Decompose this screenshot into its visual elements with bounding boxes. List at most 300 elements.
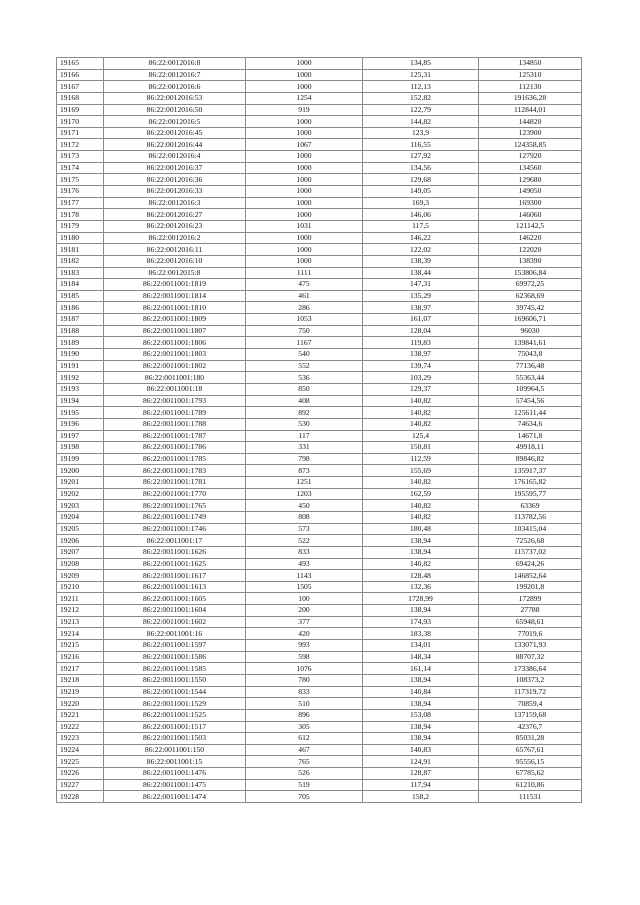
- cadastral-value-cell: 27788: [479, 605, 582, 617]
- unit-value-cell: 152,82: [363, 92, 479, 104]
- cadastral-number-cell: 86:22:0012016:7: [104, 69, 246, 81]
- cadastral-number-cell: 86:22:0011001:1814: [104, 290, 246, 302]
- row-number-cell: 19170: [57, 116, 104, 128]
- table-row: [57, 92, 582, 104]
- unit-value-cell: 138,94: [363, 546, 479, 558]
- unit-value-cell: 128,04: [363, 325, 479, 337]
- unit-value-cell: 117,5: [363, 220, 479, 232]
- area-cell: 493: [246, 558, 363, 570]
- cadastral-number-cell: 86:22:0012016:11: [104, 244, 246, 256]
- table-row: [57, 721, 582, 733]
- cadastral-value-cell: 146060: [479, 209, 582, 221]
- cadastral-number-cell: 86:22:0011001:1597: [104, 640, 246, 652]
- table-row: [57, 500, 582, 512]
- row-number-cell: 19196: [57, 418, 104, 430]
- cadastral-number-cell: 86:22:0012016:10: [104, 255, 246, 267]
- cadastral-number-cell: 86:22:0011001:1809: [104, 314, 246, 326]
- unit-value-cell: 149,05: [363, 186, 479, 198]
- cadastral-number-cell: 86:22:0011001:1770: [104, 488, 246, 500]
- unit-value-cell: 138,44: [363, 267, 479, 279]
- area-cell: 475: [246, 279, 363, 291]
- area-cell: 919: [246, 104, 363, 116]
- area-cell: 522: [246, 535, 363, 547]
- row-number-cell: 19210: [57, 581, 104, 593]
- table-row: [57, 383, 582, 395]
- table-row: [57, 686, 582, 698]
- cadastral-number-cell: 86:22:0011001:16: [104, 628, 246, 640]
- area-cell: 408: [246, 395, 363, 407]
- row-number-cell: 19195: [57, 407, 104, 419]
- cadastral-number-cell: 86:22:0011001:1550: [104, 674, 246, 686]
- area-cell: 705: [246, 791, 363, 803]
- table-row: [57, 465, 582, 477]
- row-number-cell: 19222: [57, 721, 104, 733]
- unit-value-cell: 140,82: [363, 418, 479, 430]
- row-number-cell: 19214: [57, 628, 104, 640]
- unit-value-cell: 138,94: [363, 698, 479, 710]
- area-cell: 808: [246, 511, 363, 523]
- table-row: [57, 127, 582, 139]
- area-cell: 833: [246, 686, 363, 698]
- unit-value-cell: 146,22: [363, 232, 479, 244]
- row-number-cell: 19213: [57, 616, 104, 628]
- cadastral-number-cell: 86:22:0012016:4: [104, 151, 246, 163]
- table-row: [57, 663, 582, 675]
- table-row: [57, 151, 582, 163]
- cadastral-value-cell: 77136,48: [479, 360, 582, 372]
- unit-value-cell: 155,69: [363, 465, 479, 477]
- table-row: [57, 768, 582, 780]
- cadastral-value-cell: 63369: [479, 500, 582, 512]
- unit-value-cell: 135,29: [363, 290, 479, 302]
- unit-value-cell: 138,97: [363, 302, 479, 314]
- area-cell: 1031: [246, 220, 363, 232]
- unit-value-cell: 148,34: [363, 651, 479, 663]
- unit-value-cell: 125,31: [363, 69, 479, 81]
- cadastral-number-cell: 86:22:0011001:1476: [104, 768, 246, 780]
- table-row: [57, 174, 582, 186]
- area-cell: 780: [246, 674, 363, 686]
- area-cell: 1167: [246, 337, 363, 349]
- table-row: [57, 58, 582, 70]
- cadastral-number-cell: 86:22:0011001:1806: [104, 337, 246, 349]
- unit-value-cell: 174,93: [363, 616, 479, 628]
- unit-value-cell: 140,82: [363, 558, 479, 570]
- row-number-cell: 19216: [57, 651, 104, 663]
- area-cell: 750: [246, 325, 363, 337]
- row-number-cell: 19225: [57, 756, 104, 768]
- cadastral-number-cell: 86:22:0011001:1617: [104, 570, 246, 582]
- unit-value-cell: 123,9: [363, 127, 479, 139]
- area-cell: 552: [246, 360, 363, 372]
- cadastral-value-cell: 65767,61: [479, 744, 582, 756]
- area-cell: 1111: [246, 267, 363, 279]
- unit-value-cell: 119,83: [363, 337, 479, 349]
- cadastral-number-cell: 86:22:0012016:23: [104, 220, 246, 232]
- unit-value-cell: 139,74: [363, 360, 479, 372]
- cadastral-value-cell: 72526,68: [479, 535, 582, 547]
- table-row: [57, 605, 582, 617]
- area-cell: 1000: [246, 255, 363, 267]
- cadastral-number-cell: 86:22:0011001:1793: [104, 395, 246, 407]
- cadastral-value-cell: 65948,61: [479, 616, 582, 628]
- table-row: [57, 628, 582, 640]
- cadastral-value-cell: 153806,84: [479, 267, 582, 279]
- cadastral-number-cell: 86:22:0011001:1746: [104, 523, 246, 535]
- table-row: [57, 69, 582, 81]
- unit-value-cell: 183,38: [363, 628, 479, 640]
- area-cell: 1505: [246, 581, 363, 593]
- row-number-cell: 19188: [57, 325, 104, 337]
- unit-value-cell: 140,83: [363, 744, 479, 756]
- table-row: [57, 279, 582, 291]
- unit-value-cell: 138,94: [363, 721, 479, 733]
- cadastral-value-cell: 134560: [479, 162, 582, 174]
- cadastral-value-cell: 125611,44: [479, 407, 582, 419]
- area-cell: 598: [246, 651, 363, 663]
- row-number-cell: 19171: [57, 127, 104, 139]
- cadastral-number-cell: 86:22:0011001:1783: [104, 465, 246, 477]
- unit-value-cell: 146,06: [363, 209, 479, 221]
- table-row: [57, 220, 582, 232]
- table-row: [57, 104, 582, 116]
- cadastral-number-cell: 86:22:0011001:1789: [104, 407, 246, 419]
- cadastral-value-cell: 173386,64: [479, 663, 582, 675]
- table-row: [57, 523, 582, 535]
- cadastral-number-cell: 86:22:0011001:1503: [104, 733, 246, 745]
- cadastral-number-cell: 86:22:0011001:1605: [104, 593, 246, 605]
- cadastral-value-cell: 123900: [479, 127, 582, 139]
- unit-value-cell: 161,07: [363, 314, 479, 326]
- cadastral-number-cell: 86:22:0011001:1749: [104, 511, 246, 523]
- area-cell: 833: [246, 546, 363, 558]
- unit-value-cell: 129,68: [363, 174, 479, 186]
- cadastral-value-cell: 129680: [479, 174, 582, 186]
- unit-value-cell: 134,85: [363, 58, 479, 70]
- table-body: [57, 58, 582, 803]
- unit-value-cell: 138,94: [363, 535, 479, 547]
- table-row: [57, 570, 582, 582]
- cadastral-value-cell: 14671,8: [479, 430, 582, 442]
- row-number-cell: 19208: [57, 558, 104, 570]
- cadastral-number-cell: 86:22:0012016:36: [104, 174, 246, 186]
- area-cell: 1000: [246, 127, 363, 139]
- table-row: [57, 616, 582, 628]
- row-number-cell: 19211: [57, 593, 104, 605]
- area-cell: 1053: [246, 314, 363, 326]
- table-row: [57, 511, 582, 523]
- area-cell: 420: [246, 628, 363, 640]
- table-row: [57, 581, 582, 593]
- cadastral-value-cell: 62368,69: [479, 290, 582, 302]
- area-cell: 892: [246, 407, 363, 419]
- area-cell: 993: [246, 640, 363, 652]
- table-row: [57, 558, 582, 570]
- area-cell: 526: [246, 768, 363, 780]
- table-row: [57, 116, 582, 128]
- row-number-cell: 19201: [57, 477, 104, 489]
- cadastral-number-cell: 86:22:0012016:45: [104, 127, 246, 139]
- unit-value-cell: 180,48: [363, 523, 479, 535]
- cadastral-number-cell: 86:22:0011001:1802: [104, 360, 246, 372]
- cadastral-value-cell: 42376,7: [479, 721, 582, 733]
- table-row: [57, 162, 582, 174]
- cadastral-number-cell: 86:22:0012016:6: [104, 81, 246, 93]
- table-row: [57, 698, 582, 710]
- row-number-cell: 19186: [57, 302, 104, 314]
- cadastral-value-cell: 127920: [479, 151, 582, 163]
- cadastral-value-cell: 144820: [479, 116, 582, 128]
- unit-value-cell: 140,82: [363, 395, 479, 407]
- cadastral-value-cell: 70859,4: [479, 698, 582, 710]
- table-row: [57, 360, 582, 372]
- cadastral-number-cell: 86:22:0012016:5: [104, 116, 246, 128]
- area-cell: 798: [246, 453, 363, 465]
- area-cell: 200: [246, 605, 363, 617]
- row-number-cell: 19183: [57, 267, 104, 279]
- cadastral-number-cell: 86:22:0011001:17: [104, 535, 246, 547]
- cadastral-number-cell: 86:22:0011001:1803: [104, 349, 246, 361]
- row-number-cell: 19226: [57, 768, 104, 780]
- cadastral-number-cell: 86:22:0011001:1604: [104, 605, 246, 617]
- table-row: [57, 302, 582, 314]
- row-number-cell: 19168: [57, 92, 104, 104]
- cadastral-number-cell: 86:22:0011001:1819: [104, 279, 246, 291]
- unit-value-cell: 140,84: [363, 686, 479, 698]
- unit-value-cell: 147,31: [363, 279, 479, 291]
- area-cell: 1000: [246, 151, 363, 163]
- cadastral-number-cell: 86:22:0012016:33: [104, 186, 246, 198]
- area-cell: 896: [246, 709, 363, 721]
- row-number-cell: 19179: [57, 220, 104, 232]
- row-number-cell: 19197: [57, 430, 104, 442]
- row-number-cell: 19185: [57, 290, 104, 302]
- unit-value-cell: 117,94: [363, 779, 479, 791]
- cadastral-value-cell: 112844,01: [479, 104, 582, 116]
- unit-value-cell: 129,37: [363, 383, 479, 395]
- cadastral-value-cell: 69424,26: [479, 558, 582, 570]
- unit-value-cell: 122,79: [363, 104, 479, 116]
- area-cell: 1000: [246, 162, 363, 174]
- row-number-cell: 19202: [57, 488, 104, 500]
- table-row: [57, 349, 582, 361]
- unit-value-cell: 162,59: [363, 488, 479, 500]
- row-number-cell: 19204: [57, 511, 104, 523]
- row-number-cell: 19182: [57, 255, 104, 267]
- cadastral-number-cell: 86:22:0011001:1529: [104, 698, 246, 710]
- area-cell: 117: [246, 430, 363, 442]
- table-row: [57, 197, 582, 209]
- unit-value-cell: 158,2: [363, 791, 479, 803]
- table-row: [57, 290, 582, 302]
- unit-value-cell: 1728,99: [363, 593, 479, 605]
- row-number-cell: 19187: [57, 314, 104, 326]
- table-row: [57, 674, 582, 686]
- cadastral-number-cell: 86:22:0011001:1787: [104, 430, 246, 442]
- row-number-cell: 19224: [57, 744, 104, 756]
- area-cell: 100: [246, 593, 363, 605]
- cadastral-number-cell: 86:22:0011001:1475: [104, 779, 246, 791]
- table-row: [57, 314, 582, 326]
- row-number-cell: 19172: [57, 139, 104, 151]
- area-cell: 612: [246, 733, 363, 745]
- cadastral-number-cell: 86:22:0011001:1788: [104, 418, 246, 430]
- area-cell: 286: [246, 302, 363, 314]
- table-row: [57, 756, 582, 768]
- cadastral-value-cell: 115737,02: [479, 546, 582, 558]
- cadastral-value-cell: 146220: [479, 232, 582, 244]
- row-number-cell: 19190: [57, 349, 104, 361]
- unit-value-cell: 132,36: [363, 581, 479, 593]
- row-number-cell: 19194: [57, 395, 104, 407]
- cadastral-number-cell: 86:22:0011001:1586: [104, 651, 246, 663]
- area-cell: 1000: [246, 81, 363, 93]
- row-number-cell: 19178: [57, 209, 104, 221]
- row-number-cell: 19174: [57, 162, 104, 174]
- cadastral-value-cell: 146852,64: [479, 570, 582, 582]
- cadastral-value-cell: 134850: [479, 58, 582, 70]
- row-number-cell: 19167: [57, 81, 104, 93]
- table-row: [57, 744, 582, 756]
- unit-value-cell: 103,29: [363, 372, 479, 384]
- cadastral-number-cell: 86:22:0011001:1585: [104, 663, 246, 675]
- row-number-cell: 19173: [57, 151, 104, 163]
- cadastral-value-cell: 111531: [479, 791, 582, 803]
- cadastral-value-cell: 88707,32: [479, 651, 582, 663]
- row-number-cell: 19218: [57, 674, 104, 686]
- unit-value-cell: 138,94: [363, 674, 479, 686]
- cadastral-number-cell: 86:22:0011001:1810: [104, 302, 246, 314]
- cadastral-value-cell: 89846,82: [479, 453, 582, 465]
- table-row: [57, 593, 582, 605]
- unit-value-cell: 140,82: [363, 407, 479, 419]
- table-row: [57, 442, 582, 454]
- cadastral-number-cell: 86:22:0011001:1625: [104, 558, 246, 570]
- cadastral-value-cell: 135917,37: [479, 465, 582, 477]
- table-row: [57, 267, 582, 279]
- area-cell: 1143: [246, 570, 363, 582]
- cadastral-value-cell: 39745,42: [479, 302, 582, 314]
- row-number-cell: 19177: [57, 197, 104, 209]
- area-cell: 1000: [246, 244, 363, 256]
- cadastral-number-cell: 86:22:0012016:8: [104, 58, 246, 70]
- cadastral-value-cell: 61210,86: [479, 779, 582, 791]
- row-number-cell: 19198: [57, 442, 104, 454]
- cadastral-value-cell: 75043,8: [479, 349, 582, 361]
- area-cell: 530: [246, 418, 363, 430]
- cadastral-number-cell: 86:22:0011001:1613: [104, 581, 246, 593]
- cadastral-value-cell: 85031,28: [479, 733, 582, 745]
- unit-value-cell: 144,82: [363, 116, 479, 128]
- row-number-cell: 19207: [57, 546, 104, 558]
- cadastral-value-cell: 96030: [479, 325, 582, 337]
- area-cell: 540: [246, 349, 363, 361]
- area-cell: 450: [246, 500, 363, 512]
- area-cell: 873: [246, 465, 363, 477]
- area-cell: 1000: [246, 174, 363, 186]
- table-row: [57, 325, 582, 337]
- cadastral-number-cell: 86:22:0011001:1474: [104, 791, 246, 803]
- area-cell: 1251: [246, 477, 363, 489]
- unit-value-cell: 127,92: [363, 151, 479, 163]
- area-cell: 850: [246, 383, 363, 395]
- unit-value-cell: 134,01: [363, 640, 479, 652]
- row-number-cell: 19192: [57, 372, 104, 384]
- table-row: [57, 209, 582, 221]
- unit-value-cell: 134,56: [363, 162, 479, 174]
- cadastral-number-cell: 86:22:0011001:1807: [104, 325, 246, 337]
- row-number-cell: 19166: [57, 69, 104, 81]
- area-cell: 1254: [246, 92, 363, 104]
- cadastral-value-cell: 195595,77: [479, 488, 582, 500]
- row-number-cell: 19184: [57, 279, 104, 291]
- table-row: [57, 81, 582, 93]
- cadastral-value-cell: 103415,04: [479, 523, 582, 535]
- cadastral-value-cell: 117319,72: [479, 686, 582, 698]
- unit-value-cell: 138,94: [363, 605, 479, 617]
- table-row: [57, 779, 582, 791]
- cadastral-value-cell: 139841,61: [479, 337, 582, 349]
- table-row: [57, 791, 582, 803]
- table-row: [57, 535, 582, 547]
- cadastral-number-cell: 86:22:0012016:37: [104, 162, 246, 174]
- cadastral-number-cell: 86:22:0011001:1785: [104, 453, 246, 465]
- cadastral-value-cell: 95556,15: [479, 756, 582, 768]
- area-cell: 1000: [246, 186, 363, 198]
- unit-value-cell: 128,87: [363, 768, 479, 780]
- row-number-cell: 19199: [57, 453, 104, 465]
- unit-value-cell: 140,82: [363, 511, 479, 523]
- cadastral-value-cell: 55363,44: [479, 372, 582, 384]
- table-row: [57, 418, 582, 430]
- area-cell: 1067: [246, 139, 363, 151]
- cadastral-number-cell: 86:22:0012016:50: [104, 104, 246, 116]
- cadastral-value-cell: 74634,6: [479, 418, 582, 430]
- cadastral-number-cell: 86:22:0011001:150: [104, 744, 246, 756]
- area-cell: 1203: [246, 488, 363, 500]
- cadastral-value-cell: 112130: [479, 81, 582, 93]
- cadastral-number-cell: 86:22:0011001:1602: [104, 616, 246, 628]
- table-row: [57, 453, 582, 465]
- cadastral-value-cell: 108373,2: [479, 674, 582, 686]
- cadastral-number-cell: 86:22:0011001:1626: [104, 546, 246, 558]
- cadastral-value-cell: 176165,82: [479, 477, 582, 489]
- cadastral-value-cell: 121142,5: [479, 220, 582, 232]
- cadastral-number-cell: 86:22:0012015:8: [104, 267, 246, 279]
- table-row: [57, 407, 582, 419]
- unit-value-cell: 138,94: [363, 733, 479, 745]
- row-number-cell: 19191: [57, 360, 104, 372]
- row-number-cell: 19181: [57, 244, 104, 256]
- row-number-cell: 19209: [57, 570, 104, 582]
- cadastral-value-cell: 149050: [479, 186, 582, 198]
- unit-value-cell: 169,3: [363, 197, 479, 209]
- cadastral-value-cell: 169300: [479, 197, 582, 209]
- cadastral-number-cell: 86:22:0011001:180: [104, 372, 246, 384]
- table-row: [57, 477, 582, 489]
- row-number-cell: 19203: [57, 500, 104, 512]
- row-number-cell: 19180: [57, 232, 104, 244]
- cadastral-number-cell: 86:22:0012016:2: [104, 232, 246, 244]
- area-cell: 510: [246, 698, 363, 710]
- unit-value-cell: 161,14: [363, 663, 479, 675]
- table-row: [57, 395, 582, 407]
- table-row: [57, 546, 582, 558]
- table-row: [57, 337, 582, 349]
- table-row: [57, 139, 582, 151]
- cadastral-value-cell: 199201,8: [479, 581, 582, 593]
- cadastral-value-cell: 172899: [479, 593, 582, 605]
